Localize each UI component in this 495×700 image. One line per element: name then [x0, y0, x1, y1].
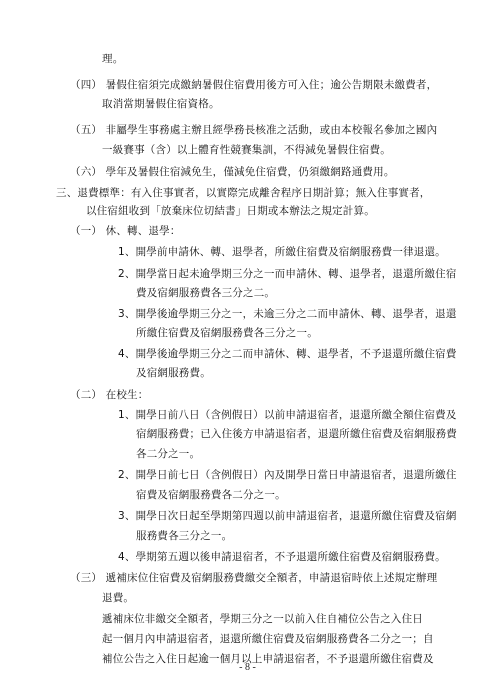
text-line: 以住宿組收到「放棄床位切結書」日期或本辦法之規定計算。	[86, 205, 375, 217]
text-line: 3、開學日次日起至學期第四週以前申請退宿者，退還所繳住宿費及宿網	[118, 510, 457, 522]
text-line: 所繳住宿費及宿網服務費各三分之一。	[136, 327, 318, 339]
text-line: （三） 遞補床位住宿費及宿網服務費繳交全額者，申請退宿時依上述規定辦理	[70, 572, 438, 584]
text-line: 遞補床位非繳交全額者，學期三分之一以前入住自補位公告之入住日	[102, 613, 423, 625]
text-line: 費及宿網服務費各三分之二。	[136, 287, 276, 299]
text-line: 取消當期暑假住宿資格。	[102, 98, 220, 110]
text-line: （五） 非屬學生事務處主辦且經學務長核准之活動，或由本校報名參加之國內	[70, 124, 438, 136]
text-line: 退費。	[102, 592, 135, 604]
text-line: 三、退費標準：有入住事實者，以實際完成離舍程序日期計算；無入住事實者，	[56, 187, 431, 199]
text-line: 2、開學當日起未逾學期三分之一而申請休、轉、退學者，退還所繳住宿	[118, 268, 457, 280]
text-line: （二） 在校生：	[70, 389, 149, 401]
text-line: 補位公告之入住日起逾一個月以上申請退宿者，不予退還所繳住宿費及	[102, 653, 434, 665]
text-line: 起一個月內申請退宿者，退還所繳住宿費及宿網服務費各二分之一；自	[102, 633, 434, 645]
text-line: 4、開學後逾學期三分之二而申請休、轉、退學者，不予退還所繳住宿費	[118, 348, 457, 360]
text-line: （六） 學年及暑假住宿減免生，僅減免住宿費，仍須繳網路通費用。	[70, 166, 395, 178]
text-line: 理。	[102, 53, 124, 65]
text-line: 及宿網服務費。	[136, 367, 211, 379]
text-line: 4、學期第五週以後申請退宿者，不予退還所繳住宿費及宿網服務費。	[118, 551, 446, 563]
text-line: 宿網服務費；已入住後方申請退宿者，退還所繳住宿費及宿網服務費	[136, 428, 457, 440]
text-line: 1、開學日前八日（含例假日）以前申請退宿者，退還所繳全額住宿費及	[118, 409, 457, 421]
text-line: 1、開學前申請休、轉、退學者，所繳住宿費及宿網服務費一律退還。	[118, 246, 446, 258]
text-line: （一） 休、轉、退學：	[70, 225, 181, 237]
text-line: 2、開學日前七日（含例假日）內及開學日當日申請退宿者，退還所繳住	[118, 469, 457, 481]
text-line: 一級賽事（含）以上體育性競賽集訓，不得減免暑假住宿費。	[102, 144, 391, 156]
text-line: 各二分之一。	[136, 448, 201, 460]
page-number: - 8 -	[239, 662, 256, 673]
text-line: 3、開學後逾學期三分之一，未逾三分之二而申請休、轉、退學者，退還	[118, 308, 457, 320]
text-line: 宿費及宿網服務費各二分之一。	[136, 489, 286, 501]
text-line: （四） 暑假住宿須完成繳納暑假住宿費用後方可入住；逾公告期限未繳費者，	[70, 79, 438, 91]
text-line: 服務費各三分之一。	[136, 530, 233, 542]
